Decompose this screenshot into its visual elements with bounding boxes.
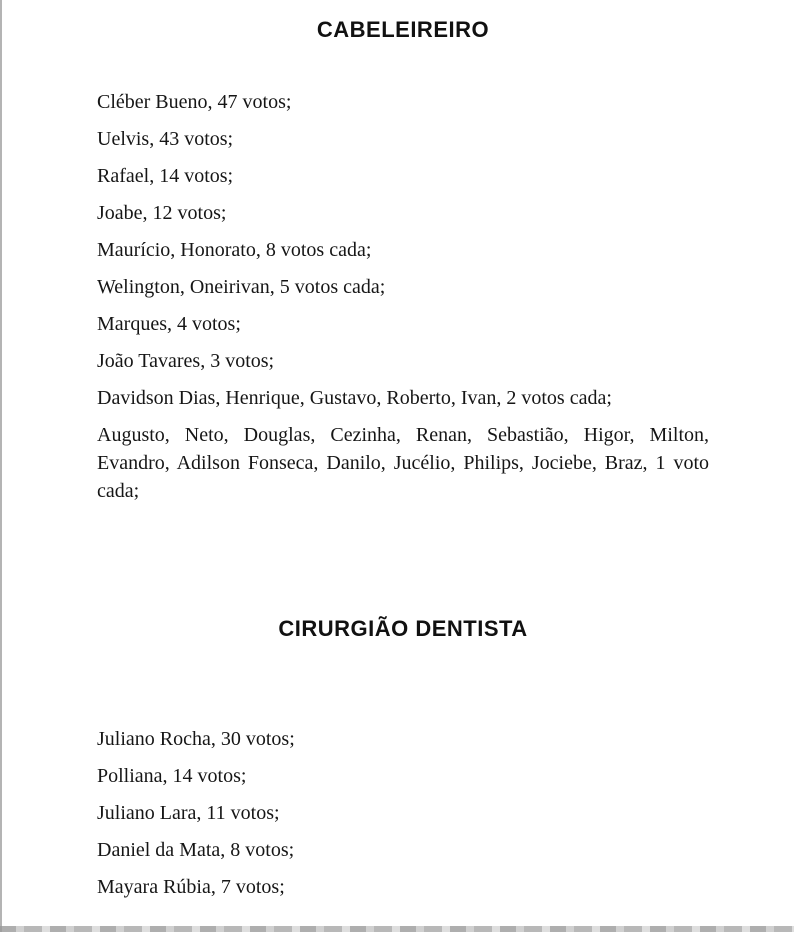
vote-result-item: Juliano Lara, 11 votos; [97,802,280,824]
section-title: CIRURGIÃO DENTISTA [278,616,528,641]
vote-result-item: Maurício, Honorato, 8 votos cada; [97,239,372,261]
section-cabeleireiro [97,16,709,505]
vote-result-item: Cléber Bueno, 47 votos; [97,91,292,113]
vote-result-item: Joabe, 12 votos; [97,202,227,224]
vote-result-item: Uelvis, 43 votos; [97,128,234,150]
vote-result-item: Rafael, 14 votos; [97,165,234,187]
vote-result-item: Mayara Rúbia, 7 votos; [97,876,285,898]
section-title: CABELEIREIRO [316,17,490,42]
vote-result-item: Davidson Dias, Henrique, Gustavo, Roberto, Ivan, 2 votos cada; [97,387,612,409]
vote-result-item: Marques, 4 votos; [97,313,241,335]
vote-result-item: Daniel da Mata, 8 votos; [97,839,295,861]
vote-result-item: Juliano Rocha, 30 votos; [97,728,295,750]
page-edge-bottom [0,926,794,932]
vote-result-item: Polliana, 14 votos; [97,765,247,787]
vote-result-item: João Tavares, 3 votos; [97,350,275,372]
section-cirurgiao-dentista [97,615,709,901]
vote-result-item: Welington, Oneirivan, 5 votos cada; [97,276,386,298]
vote-result-item: Augusto, Neto, Douglas, Cezinha, Renan, Sebastião, Higor, Milton, Evandro, Adilson Fonseca, Danilo, Jucélio, Philips, Jociebe, Braz, 1 voto cada; [97,424,709,502]
